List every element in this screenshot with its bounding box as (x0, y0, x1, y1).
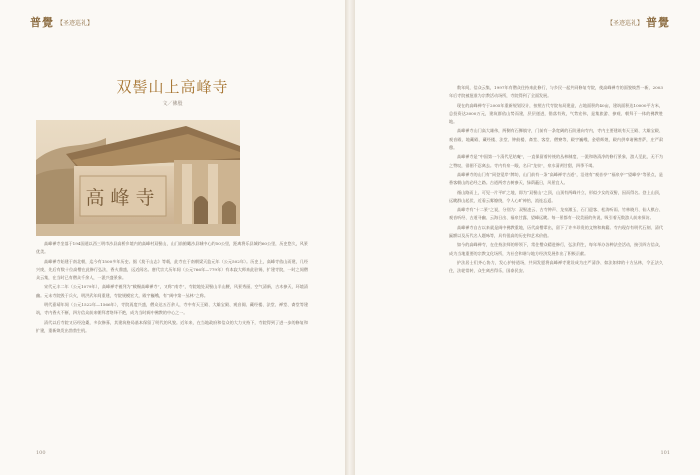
article-title: 双髻山上高峰寺 (116, 78, 229, 96)
paragraph: 高峰禅寺山门高大雄伟，两侧有石狮镇守，门前有一条宽阔的石阶通向寺内，寺内主要建筑有天王殿、大雄宝殿、观音殿、地藏殿、藏经楼、法堂、钟鼓楼、斋堂、客堂、僧寮等，殿宇巍峨，金碧辉煌，殿内供奉诸佛菩萨，庄严肃穆。 (449, 128, 663, 151)
page-number-left: 100 (36, 450, 46, 456)
paragraph: 高峰禅寺自古以来就是闽中佛教重地，历代高僧辈出，留下了许多珍贵的文物和典籍。寺内现存有明代石刻、清代匾额以及历代名人题咏等，具有很高的历史和艺术价值。 (449, 224, 663, 239)
left-page (0, 0, 345, 475)
paragraph: 明代嘉靖年间（公元1522年—1566年），寺院再度兴盛，僧众达五百余人，寺中有天王殿、大雄宝殿、观音阁、藏经楼、法堂、禅堂、斋堂等建筑，寺内香火不断，四方信众前来朝拜者络绎不绝，成为当时闽中佛教的中心之一。 (36, 302, 308, 316)
paragraph: 高峰禅寺是“中国第一个清代尼姑庵”，一直保留着传统的丛林制度，一派和谐清净的修行景象，游人至此，无不为之赞叹，徘徊不忍离去。寺内有泉一眼，名曰“龙泉”，泉水清冽甘甜，四季不竭。 (449, 154, 663, 168)
paragraph: 如今的高峰禅寺，在住持法师的带领下，常住僧众精进修行，弘法利生，每年举办各种法会活动，接引四方信众，成为当地重要的宗教文化场所，为社会和谐与地方经济发展作出了积极贡献。 (449, 242, 663, 256)
paragraph: 清代以后寺院又历经沧桑，多次修葺，其建筑格局基本保留了明代的风貌。近年来，在当地政府和信众的大力支持下，寺院得到了进一步的修复和扩建，重新焕发出勃勃生机。 (36, 319, 308, 333)
right-page (355, 0, 700, 475)
paragraph: 高峰禅寺的山门有“同登觉岸”牌坊，山门前有一条“高峰禅寺古道”，沿途有“观音亭”“福泉亭”“望峰亭”等景点，是香客朝山的必经之路。古道两旁古树参天，绿荫蔽日，风景宜人。 (449, 171, 663, 186)
paragraph: 现在的高峰禅寺于2005年重新规划设计，按照古代寺院布局建造，占地面积约40亩，建筑面积达10000平方米，总投资达3000万元，建筑群依山势而建，层层递进，错落有致，气势宏伟，是集旅游、参观、朝拜于一体的佛教胜地。 (449, 102, 663, 125)
section-label: 【圣迹巡礼】 (606, 19, 643, 27)
page-number-right: 101 (660, 450, 670, 456)
magazine-logo: 普覺 (30, 16, 54, 29)
left-page-header (30, 14, 93, 30)
magazine-logo: 普覺 (646, 16, 670, 29)
paragraph: 数年间，信众云集，1997年有僧众住持来此修行，与乡民一起共同修复寺院，使高峰禅寺的面貌焕然一新，2003年后寺院被批准为宗教活动场所，寺院得到了全面发展。 (449, 85, 663, 99)
right-article-body (449, 84, 663, 277)
plaque-inscription: 高峰寺 (85, 187, 161, 209)
right-page-header (607, 14, 670, 30)
paragraph: 高峰寺有“十二景”之说，分别为：双髻凌云、古寺钟声、龙泉漱玉、石门迎客、松涛听雨、竹林晓月、仙人棋台、观音听经、古道寻幽、云海日出、福泉甘露、望峰远眺。每一景都有一段美丽的传说，吸引着无数游人前来探访。 (449, 207, 663, 221)
section-label: 【圣迹巡礼】 (57, 19, 94, 27)
paragraph: 护法居士们齐心协力，发心护持道场，共同发愿将高峰禅寺建设成为庄严清净、如法如律的十方丛林，令正法久住，法轮常转，众生离苦得乐，国泰民安。 (449, 259, 663, 274)
article-author: 文／佛殷 (162, 101, 183, 107)
paragraph: 循山路而上，可见一片平旷之地，即为“双髻山”之顶，山顶有两峰并立，形似少女的双髻，因而得名。登上山顶，远眺群山起伏，近看云雾缭绕，令人心旷神怡，流连忘返。 (449, 189, 663, 203)
paragraph: 高峰禅寺始建于南北朝，迄今有1500多年历史。据《莫干山志》等载，此寺在于南朝梁天监元年（公元502年）。历史上，高峰寺依山而建，几经兴废，先后有数十位高僧在此修行弘法，香火鼎盛，远近闻名。唐代宗大历年间（公元766年—779年）有本寂大师来此驻锡，扩建寺院，一时之间僧众云集，在当时已有僧众千余人，一派兴盛景象。 (36, 258, 308, 281)
page-gutter (345, 0, 355, 475)
temple-gate-photo (36, 120, 240, 236)
paragraph: 高峰禅寺坐落于194国道以西三明市沙县高桥乡境内的高峰村双髻山，山门前俯瞰沙县城中心约50公里，距离将乐县城约60公里，历史悠久，风景优美。 (36, 241, 308, 255)
paragraph: 宋代元丰二年（公元1079年），高峰禅寺被列为“敕赐高峰禅寺”，又称“南寺”，寺院地处双髻山半山腰，风景秀丽，空气清新，古木参天，环境清幽。元末寺院毁于兵火，明洪武年间重建，寺院规模宏大，殿宇巍峨，有“闽中第一丛林”之称。 (36, 284, 308, 298)
left-article-body (36, 240, 308, 336)
